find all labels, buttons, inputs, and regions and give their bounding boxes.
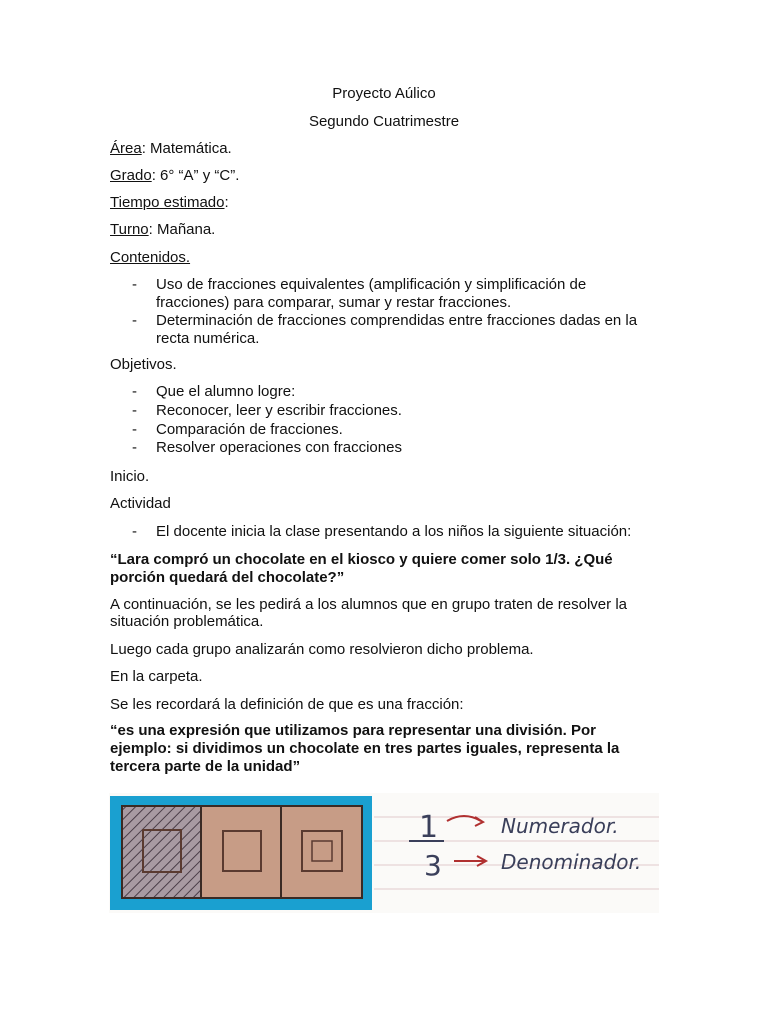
- inicio-heading: Inicio.: [110, 468, 150, 485]
- area-label: Área: [110, 140, 142, 157]
- tiempo-label: Tiempo estimado: [110, 194, 225, 211]
- quote-definition-line1: “es una expresión que utilizamos para representar una división. Por: [110, 722, 596, 739]
- document-subtitle: Segundo Cuatrimestre: [308, 113, 460, 130]
- paragraph-line: Se les recordará la definición de que es una fracción:: [110, 696, 464, 713]
- objetivos-heading: Objetivos.: [110, 356, 177, 373]
- paragraph-line: A continuación, se les pedirá a los alumnos que en grupo traten de resolver la: [110, 596, 627, 613]
- list-bullet: -: [132, 276, 137, 293]
- quote-definition-line2: ejemplo: si dividimos un chocolate en tres partes iguales, representa la: [110, 740, 620, 757]
- objetivo-item: Reconocer, leer y escribir fracciones.: [156, 402, 402, 419]
- tiempo-value: :: [224, 194, 229, 211]
- grado-line: [110, 167, 239, 185]
- objetivo-item: Que el alumno logre:: [156, 383, 296, 400]
- list-bullet: -: [132, 439, 137, 456]
- list-bullet: -: [132, 421, 137, 438]
- turno-line: [110, 221, 215, 239]
- objetivo-item: Resolver operaciones con fracciones: [156, 439, 402, 456]
- area-line: [110, 140, 232, 158]
- shaded-third: [123, 807, 201, 897]
- grado-value: : 6° “A” y “C”.: [151, 167, 240, 184]
- paragraph-line: situación problemática.: [110, 613, 264, 630]
- list-bullet: -: [132, 523, 137, 540]
- grado-label: Grado: [110, 167, 152, 184]
- contenido-item-2-line1: Determinación de fracciones comprendidas entre fracciones dadas en la: [156, 312, 638, 329]
- list-bullet: -: [132, 402, 137, 419]
- numerator-label: Numerador.: [501, 814, 619, 838]
- contenido-item-1-line1: Uso de fracciones equivalentes (amplificación y simplificación de: [156, 276, 587, 293]
- denominator-label: Denominador.: [501, 850, 642, 874]
- actividad-heading: Actividad: [110, 495, 171, 512]
- contenidos-heading: Contenidos.: [110, 249, 191, 266]
- turno-label: Turno: [110, 221, 149, 238]
- objetivo-item: Comparación de fracciones.: [156, 421, 343, 438]
- contenido-item-1-line2: fracciones) para comparar, sumar y restar fracciones.: [156, 294, 512, 311]
- fraction-figure: [109, 793, 659, 913]
- fraction-numerator: 1: [419, 810, 439, 845]
- document-title: Proyecto Aúlico: [332, 85, 436, 102]
- paragraph-line: Luego cada grupo analizarán como resolvieron dicho problema.: [110, 641, 534, 658]
- fraction-denominator: 3: [424, 849, 442, 882]
- tiempo-line: [110, 194, 229, 212]
- quote-problem-line2: porción quedará del chocolate?”: [110, 569, 345, 586]
- contenido-item-2-line2: recta numérica.: [156, 330, 260, 347]
- turno-value: : Mañana.: [148, 221, 216, 238]
- list-bullet: -: [132, 383, 137, 400]
- quote-problem-line1: “Lara compró un chocolate en el kiosco y quiere comer solo 1/3. ¿Qué: [110, 551, 613, 568]
- list-bullet: -: [132, 312, 137, 329]
- paragraph-line: En la carpeta.: [110, 668, 203, 685]
- area-value: : Matemática.: [141, 140, 232, 157]
- quote-definition-line3: tercera parte de la unidad”: [110, 758, 301, 775]
- actividad-item: El docente inicia la clase presentando a los niños la siguiente situación:: [156, 523, 632, 540]
